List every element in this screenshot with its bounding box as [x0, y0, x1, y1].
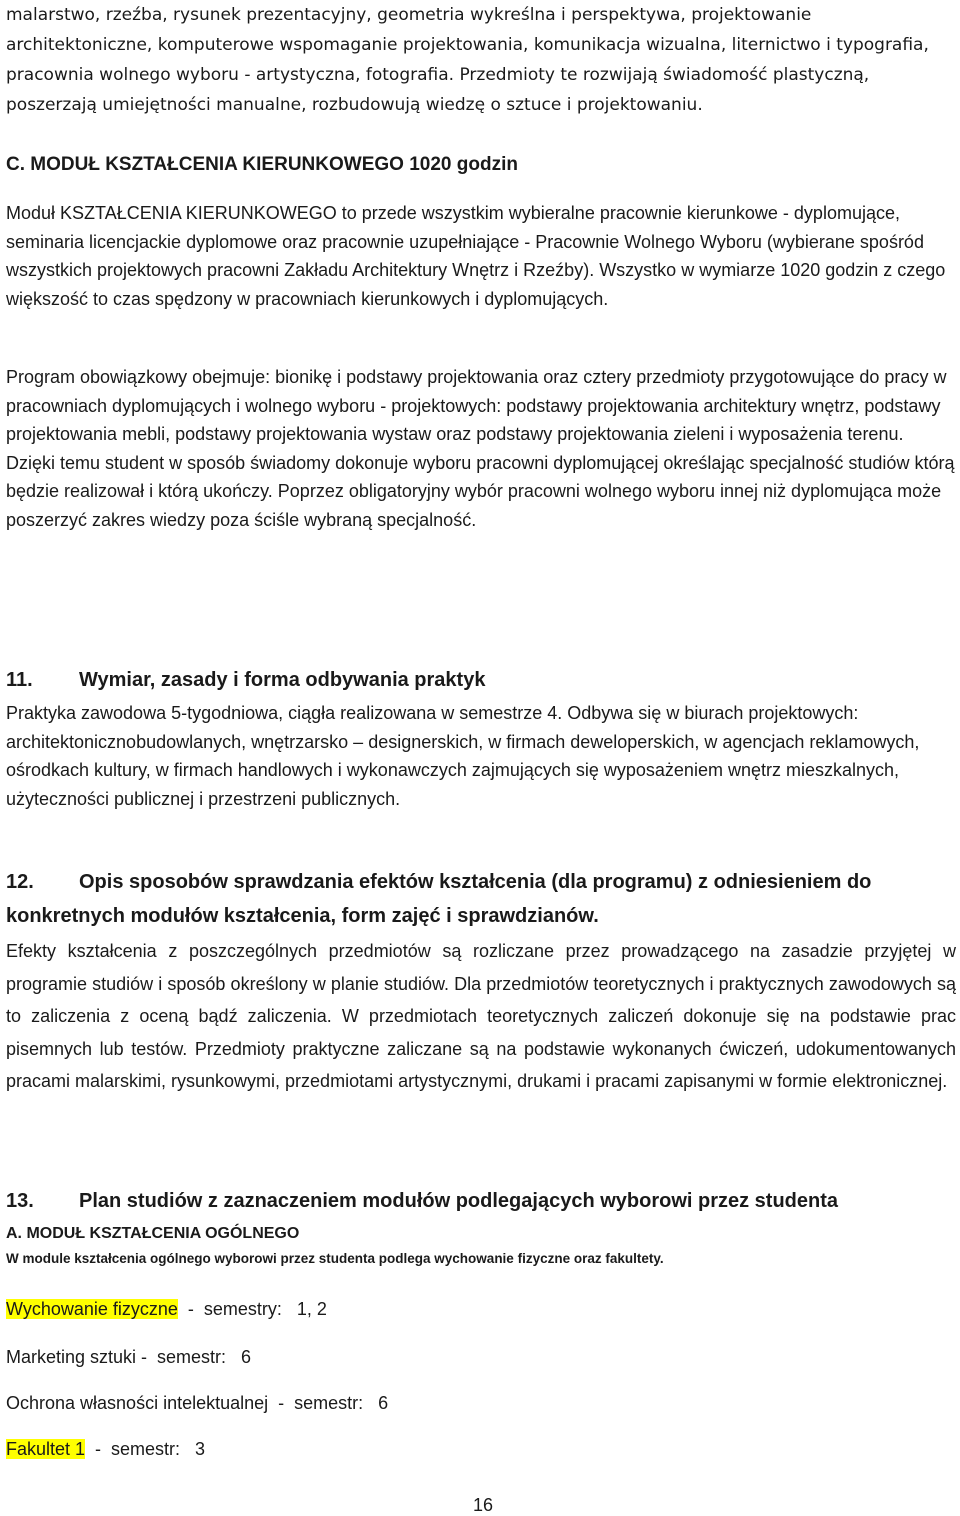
- module-a-note: W module kształcenia ogólnego wyborowi przez studenta podlega wychowanie fizyczne oraz fakultety.: [6, 1251, 664, 1266]
- plan-item-semesters: - semestry: 1, 2: [177, 1299, 327, 1319]
- section-11-paragraph: Praktyka zawodowa 5-tygodniowa, ciągła realizowana w semestrze 4. Odbywa się w biurach projektowych: architektonicznobudowlanych, wnętrzarsko – designerskich, w firmach deweloperskich, w agencjach reklamowych, ośrodkach kultury, w firmach handlowych i wykonawczych zajmujących się wyposażeniem wnętrz mieszkalnych, użyteczności publicznej i przestrzeni publicznych.: [6, 703, 920, 809]
- plan-item-semesters: - semestr: 6: [136, 1347, 252, 1367]
- plan-item-wychowanie-fizyczne: [6, 1297, 327, 1321]
- plan-item-name: Fakultet 1: [6, 1439, 86, 1459]
- section-12-heading: [6, 865, 956, 933]
- section-c-paragraph-1: Moduł KSZTAŁCENIA KIERUNKOWEGO to przede wszystkim wybieralne pracownie kierunkowe - dyplomujące, seminaria licencjackie dyplomowe oraz pracownie uzupełniające - Pracownie Wolnego Wyboru (wybierane spośród wszystkich projektowych pracowni Zakładu Architektury Wnętrz i Rzeźby). Wszystko w wymiarze 1020 godzin z czego większość to czas spędzony w pracowniach kierunkowych i dyplomujących.: [6, 203, 946, 309]
- section-11-title: Wymiar, zasady i forma odbywania praktyk: [79, 669, 486, 691]
- section-12-number: 12.: [6, 871, 34, 893]
- plan-item-name: Wychowanie fizyczne: [6, 1299, 178, 1319]
- plan-item-semesters: - semestr: 3: [85, 1439, 206, 1459]
- section-13-title: Plan studiów z zaznaczeniem modułów podlegających wyborowi przez studenta: [79, 1190, 839, 1212]
- plan-item-name: Ochrona własności intelektualnej: [6, 1393, 269, 1413]
- section-12-title: Opis sposobów sprawdzania efektów kształcenia (dla programu) z odniesieniem do konkretnych modułów kształcenia, form zajęć i sprawdzianów.: [6, 871, 872, 927]
- plan-item-marketing-sztuki: [6, 1345, 251, 1369]
- section-13-heading: [6, 1184, 956, 1218]
- plan-item-semesters: - semestr: 6: [268, 1393, 389, 1413]
- plan-item-fakultet-1: [6, 1437, 205, 1461]
- plan-item-ochrona-wlasnosci: [6, 1391, 388, 1415]
- plan-item-name: Marketing sztuki: [6, 1347, 137, 1367]
- section-c-heading: C. MODUŁ KSZTAŁCENIA KIERUNKOWEGO 1020 godzin: [6, 154, 518, 175]
- section-12-paragraph: Efekty kształcenia z poszczególnych przedmiotów są rozliczane przez prowadzącego na zasadzie przyjętej w programie studiów i sposób określony w planie studiów. Dla przedmiotów teoretycznych i praktycznych zawodowych są to zaliczenia z oceną bądź zaliczenia. W przedmiotach teoretycznych zaliczeń dokonuje się na podstawie prac pisemnych lub testów. Przedmioty praktyczne zaliczane są na podstawie wykonanych ćwiczeń, udokumentowanych pracami malarskimi, rysunkowymi, przedmiotami artystycznymi, drukami i pracami zapisanymi w formie elektronicznej.: [6, 941, 956, 1091]
- module-a-subheading: A. MODUŁ KSZTAŁCENIA OGÓLNEGO: [6, 1225, 300, 1242]
- section-11-number: 11.: [6, 669, 33, 691]
- section-11-heading: [6, 663, 956, 697]
- section-13-number: 13.: [6, 1190, 34, 1212]
- page-number: 16: [472, 1495, 494, 1515]
- section-c-paragraph-2: Program obowiązkowy obejmuje: bionikę i podstawy projektowania oraz cztery przedmioty przygotowujące do pracy w pracowniach dyplomujących i wolnego wyboru - projektowych: podstawy projektowania architektury wnętrz, podstawy projektowania mebli, podstawy projektowania wystaw oraz podstawy projektowania zieleni i wyposażenia terenu. Dzięki temu student w sposób świadomy dokonuje wyboru pracowni dyplomującej określając specjalność studiów którą będzie realizował i którą ukończy. Poprzez obligatoryjny wybór pracowni wolnego wyboru innej niż dyplomująca może poszerzyć zakres wiedzy poza ściśle wybraną specjalność.: [6, 367, 955, 530]
- intro-paragraph: malarstwo, rzeźba, rysunek prezentacyjny, geometria wykreślna i perspektywa, projektowanie architektoniczne, komputerowe wspomaganie projektowania, komunikacja wizualna, liternictwo i typografia, pracownia wolnego wyboru - artystyczna, fotografia. Przedmioty te rozwijają świadomość plastyczną, poszerzają umiejętności manualne, rozbudowują wiedzę o sztuce i projektowaniu.: [6, 5, 929, 115]
